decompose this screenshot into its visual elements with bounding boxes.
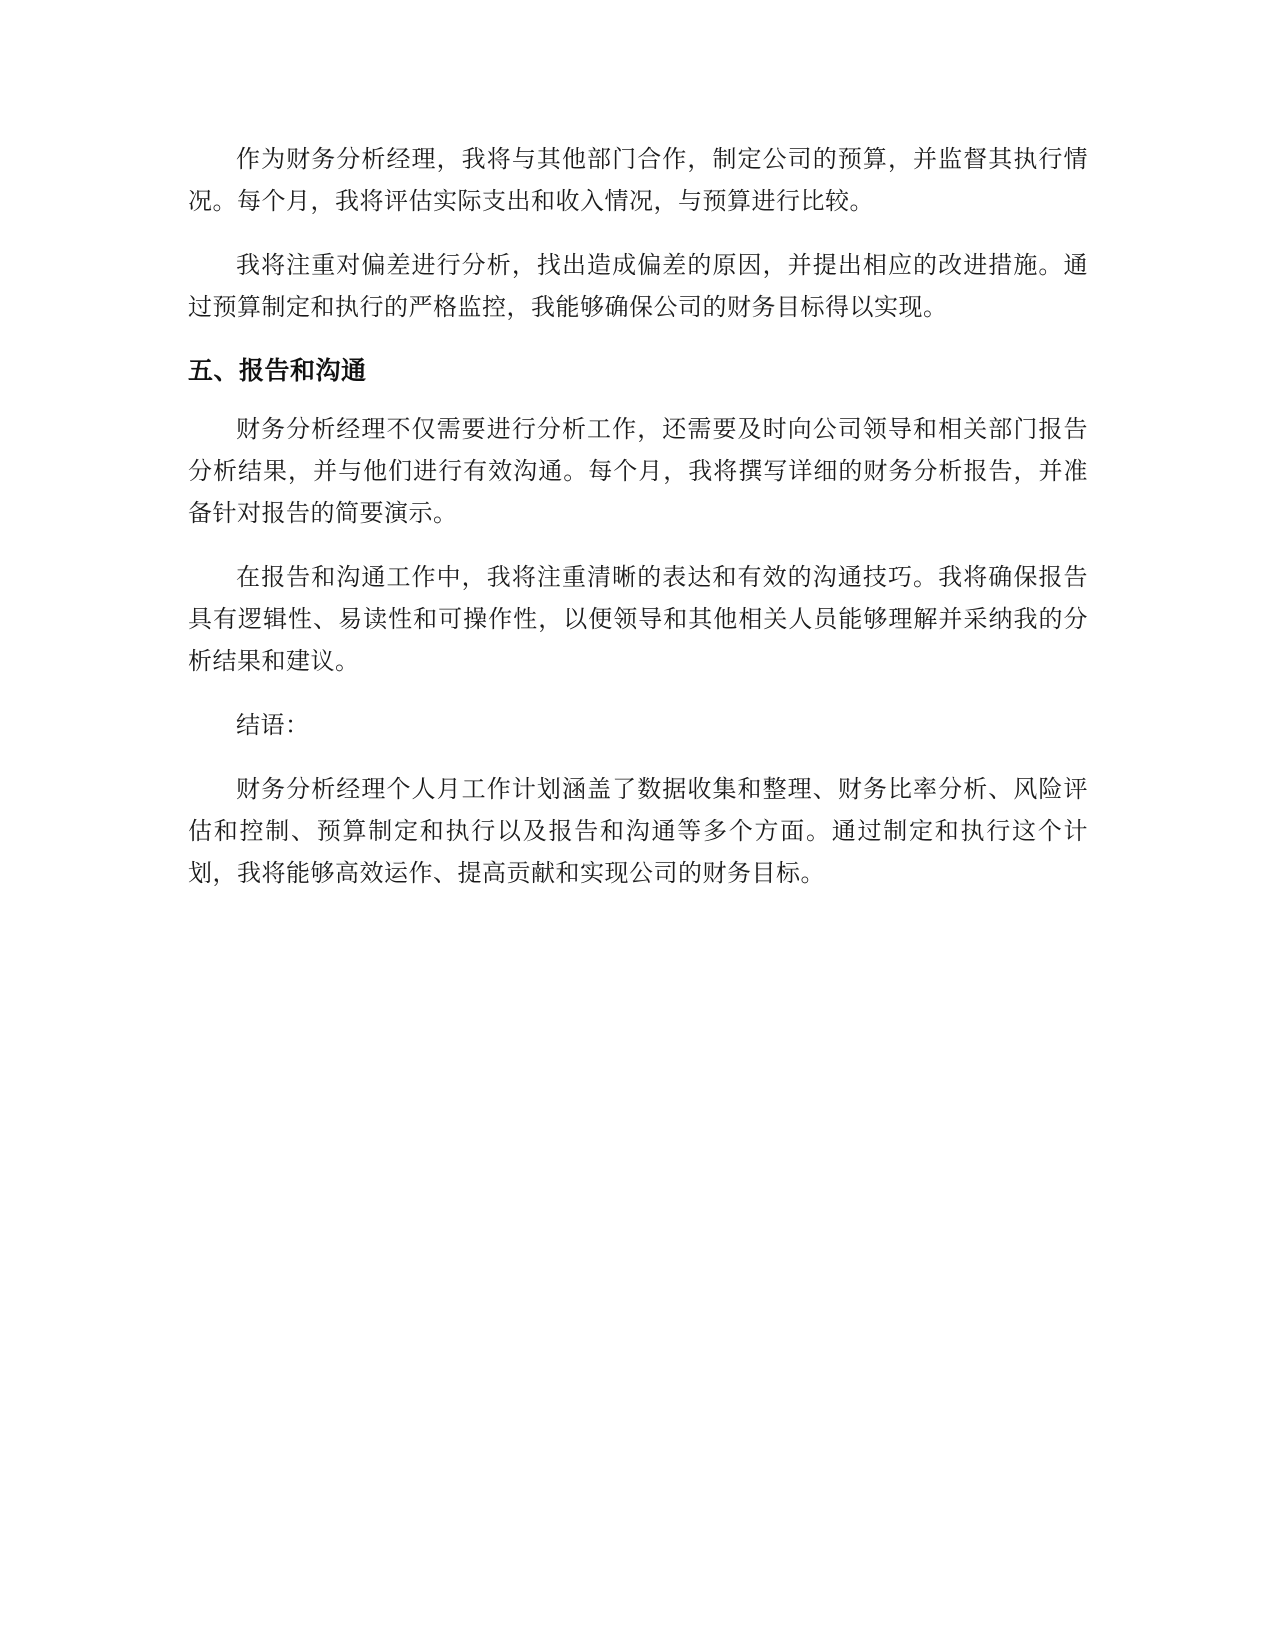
paragraph-variance-analysis: 我将注重对偏差进行分析，找出造成偏差的原因，并提出相应的改进措施。通过预算制定和执行的严格监控，我能够确保公司的财务目标得以实现。 (188, 251, 1088, 321)
paragraph-conclusion: 财务分析经理个人月工作计划涵盖了数据收集和整理、财务比率分析、风险评估和控制、预算制定和执行以及报告和沟通等多个方面。通过制定和执行这个计划，我将能够高效运作、提高贡献和实现公司的财务目标。 (188, 775, 1088, 887)
paragraph-reporting-duties: 财务分析经理不仅需要进行分析工作，还需要及时向公司领导和相关部门报告分析结果，并与他们进行有效沟通。每个月，我将撰写详细的财务分析报告，并准备针对报告的简要演示。 (188, 415, 1088, 527)
conclusion-label: 结语： (236, 711, 310, 739)
section-heading-reporting: 五、报告和沟通 (188, 356, 367, 385)
paragraph-budget-cooperation: 作为财务分析经理，我将与其他部门合作，制定公司的预算，并监督其执行情况。每个月，我将评估实际支出和收入情况，与预算进行比较。 (188, 145, 1088, 215)
document-body (188, 138, 1088, 916)
paragraph-communication-skills: 在报告和沟通工作中，我将注重清晰的表达和有效的沟通技巧。我将确保报告具有逻辑性、易读性和可操作性，以便领导和其他相关人员能够理解并采纳我的分析结果和建议。 (188, 563, 1088, 675)
